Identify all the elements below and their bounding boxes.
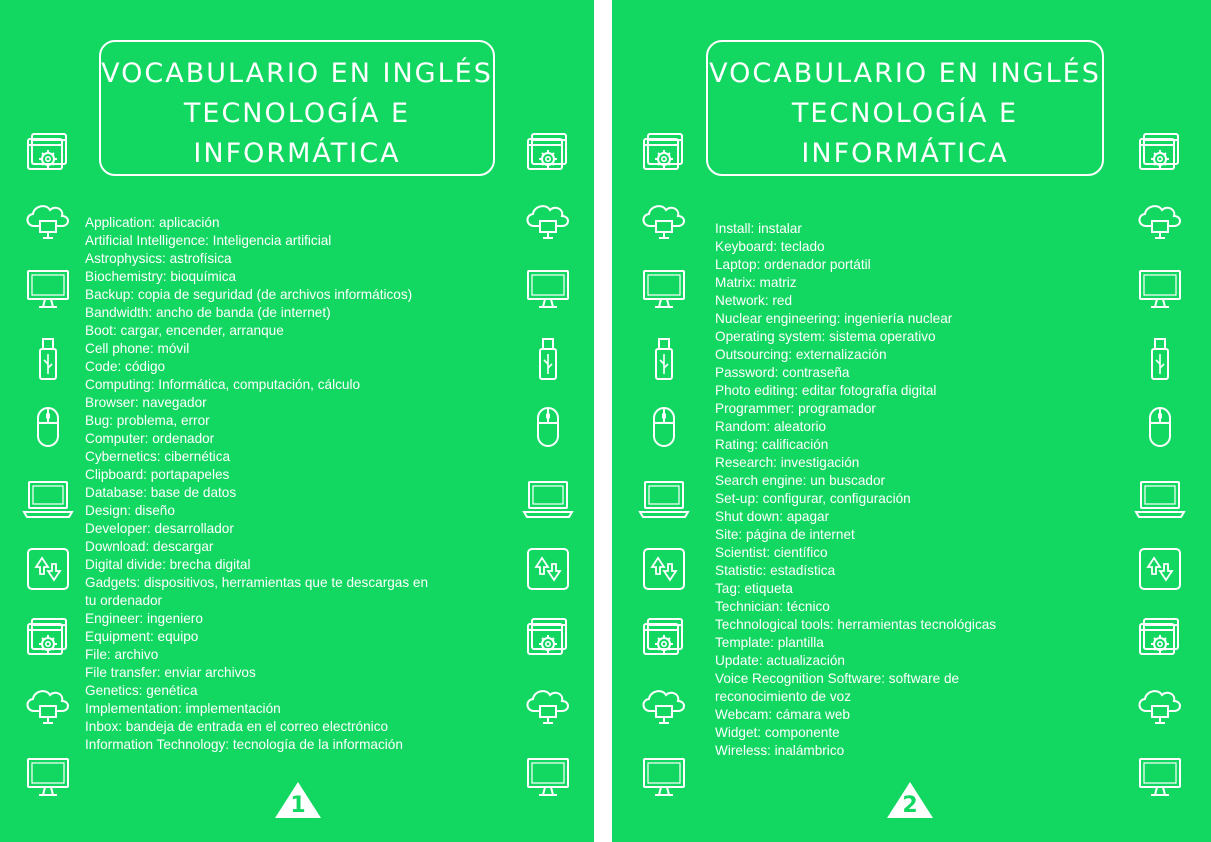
title-line-2: TECNOLOGÍA E: [791, 98, 1019, 129]
cloud-computer-icon: [638, 200, 690, 244]
title-line-3: INFORMÁTICA: [193, 138, 401, 169]
vocabulary-list: [715, 220, 1050, 760]
cloud-computer-icon: [22, 200, 74, 244]
vocabulary-item: Wireless: inalámbrico: [715, 743, 845, 758]
vocabulary-item: Nuclear engineering: ingeniería nuclear: [715, 311, 953, 326]
title-line-1: VOCABULARIO EN INGLÉS: [709, 58, 1101, 89]
cloud-computer-icon: [1134, 200, 1186, 244]
vocabulary-page-2: [612, 0, 1211, 842]
cloud-computer-icon: [522, 200, 574, 244]
vocabulary-item: Scientist: científico: [715, 545, 828, 560]
page-number-badge: [885, 780, 935, 820]
title-line-1: VOCABULARIO EN INGLÉS: [101, 58, 493, 89]
vocabulary-item: Technician: técnico: [715, 599, 830, 614]
vocabulary-item: Laptop: ordenador portátil: [715, 257, 871, 272]
vocabulary-item: Password: contraseña: [715, 365, 850, 380]
vocabulary-item: Backup: copia de seguridad (de archivos informáticos): [85, 287, 413, 302]
vocabulary-item: Bug: problema, error: [85, 413, 210, 428]
vocabulary-item: Artificial Intelligence: Inteligencia artificial: [85, 233, 332, 248]
monitor-icon: [22, 267, 74, 311]
monitor-icon: [1134, 755, 1186, 799]
cloud-computer-icon: [522, 685, 574, 729]
up-down-arrows-icon: [1134, 547, 1186, 591]
vocabulary-item: Computer: ordenador: [85, 431, 215, 446]
vocabulary-item: Tag: etiqueta: [715, 581, 793, 596]
cloud-computer-icon: [22, 685, 74, 729]
vocabulary-item: Set-up: configurar, configuración: [715, 491, 911, 506]
vocabulary-item: Clipboard: portapapeles: [85, 467, 230, 482]
vocabulary-item: Shut down: apagar: [715, 509, 830, 524]
up-down-arrows-icon: [638, 547, 690, 591]
vocabulary-item: Matrix: matriz: [715, 275, 797, 290]
vocabulary-item: Site: página de internet: [715, 527, 855, 542]
vocabulary-item: Application: aplicación: [85, 215, 220, 230]
laptop-icon: [1134, 478, 1186, 522]
vocabulary-item: Cybernetics: cibernética: [85, 449, 231, 464]
vocabulary-item: Browser: navegador: [85, 395, 207, 410]
vocabulary-item: Search engine: un buscador: [715, 473, 886, 488]
title-line-3: INFORMÁTICA: [801, 138, 1009, 169]
usb-drive-icon: [1134, 337, 1186, 381]
settings-window-icon: [22, 131, 74, 175]
monitor-icon: [522, 755, 574, 799]
vocabulary-item: Developer: desarrollador: [85, 521, 234, 536]
vocabulary-item: File transfer: enviar archivos: [85, 665, 256, 680]
vocabulary-item: Code: código: [85, 359, 166, 374]
title-box: [706, 40, 1104, 176]
vocabulary-item: Rating: calificación: [715, 437, 829, 452]
settings-window-icon: [522, 131, 574, 175]
page-number-badge: [273, 780, 323, 820]
vocabulary-item: Update: actualización: [715, 653, 845, 668]
vocabulary-item: Database: base de datos: [85, 485, 237, 500]
vocabulary-item: Photo editing: editar fotografía digital: [715, 383, 937, 398]
monitor-icon: [1134, 267, 1186, 311]
vocabulary-item: Statistic: estadística: [715, 563, 836, 578]
vocabulary-item: Engineer: ingeniero: [85, 611, 203, 626]
vocabulary-item: Information Technology: tecnología de la información: [85, 737, 403, 752]
vocabulary-item: Install: instalar: [715, 221, 802, 236]
vocabulary-item: Random: aleatorio: [715, 419, 827, 434]
vocabulary-item: Digital divide: brecha digital: [85, 557, 251, 572]
vocabulary-item: Webcam: cámara web: [715, 707, 850, 722]
title-line-2: TECNOLOGÍA E: [183, 98, 411, 129]
vocabulary-item: Network: red: [715, 293, 793, 308]
monitor-icon: [638, 267, 690, 311]
usb-drive-icon: [522, 337, 574, 381]
vocabulary-item: Equipment: equipo: [85, 629, 199, 644]
laptop-icon: [22, 478, 74, 522]
settings-window-icon: [522, 616, 574, 660]
vocabulary-item: Implementation: implementación: [85, 701, 281, 716]
vocabulary-item: Gadgets: dispositivos, herramientas que te descargas en tu ordenador: [85, 575, 429, 608]
laptop-icon: [522, 478, 574, 522]
cloud-computer-icon: [1134, 685, 1186, 729]
mouse-icon: [22, 406, 74, 450]
settings-window-icon: [1134, 131, 1186, 175]
vocabulary-item: Cell phone: móvil: [85, 341, 190, 356]
cloud-computer-icon: [638, 685, 690, 729]
monitor-icon: [638, 755, 690, 799]
mouse-icon: [1134, 406, 1186, 450]
vocabulary-item: Research: investigación: [715, 455, 860, 470]
usb-drive-icon: [22, 337, 74, 381]
page-number: 2: [902, 793, 918, 818]
laptop-icon: [638, 478, 690, 522]
vocabulary-item: Biochemistry: bioquímica: [85, 269, 237, 284]
vocabulary-item: Programmer: programador: [715, 401, 876, 416]
vocabulary-item: File: archivo: [85, 647, 159, 662]
vocabulary-list: [85, 214, 435, 754]
up-down-arrows-icon: [522, 547, 574, 591]
vocabulary-item: Design: diseño: [85, 503, 175, 518]
vocabulary-item: Boot: cargar, encender, arranque: [85, 323, 284, 338]
vocabulary-item: Voice Recognition Software: software de reconocimiento de voz: [715, 671, 960, 704]
page-number: 1: [290, 793, 306, 818]
settings-window-icon: [22, 616, 74, 660]
settings-window-icon: [638, 616, 690, 660]
monitor-icon: [522, 267, 574, 311]
vocabulary-item: Genetics: genética: [85, 683, 198, 698]
up-down-arrows-icon: [22, 547, 74, 591]
vocabulary-item: Template: plantilla: [715, 635, 824, 650]
title-box: [99, 40, 495, 176]
vocabulary-page-1: [0, 0, 594, 842]
vocabulary-item: Computing: Informática, computación, cálculo: [85, 377, 361, 392]
vocabulary-item: Operating system: sistema operativo: [715, 329, 936, 344]
usb-drive-icon: [638, 337, 690, 381]
vocabulary-item: Inbox: bandeja de entrada en el correo electrónico: [85, 719, 389, 734]
vocabulary-item: Technological tools: herramientas tecnológicas: [715, 617, 997, 632]
vocabulary-item: Bandwidth: ancho de banda (de internet): [85, 305, 331, 320]
settings-window-icon: [638, 131, 690, 175]
vocabulary-item: Keyboard: teclado: [715, 239, 825, 254]
vocabulary-item: Astrophysics: astrofísica: [85, 251, 232, 266]
vocabulary-item: Download: descargar: [85, 539, 214, 554]
mouse-icon: [638, 406, 690, 450]
settings-window-icon: [1134, 616, 1186, 660]
vocabulary-item: Outsourcing: externalización: [715, 347, 887, 362]
mouse-icon: [522, 406, 574, 450]
monitor-icon: [22, 755, 74, 799]
vocabulary-item: Widget: componente: [715, 725, 840, 740]
